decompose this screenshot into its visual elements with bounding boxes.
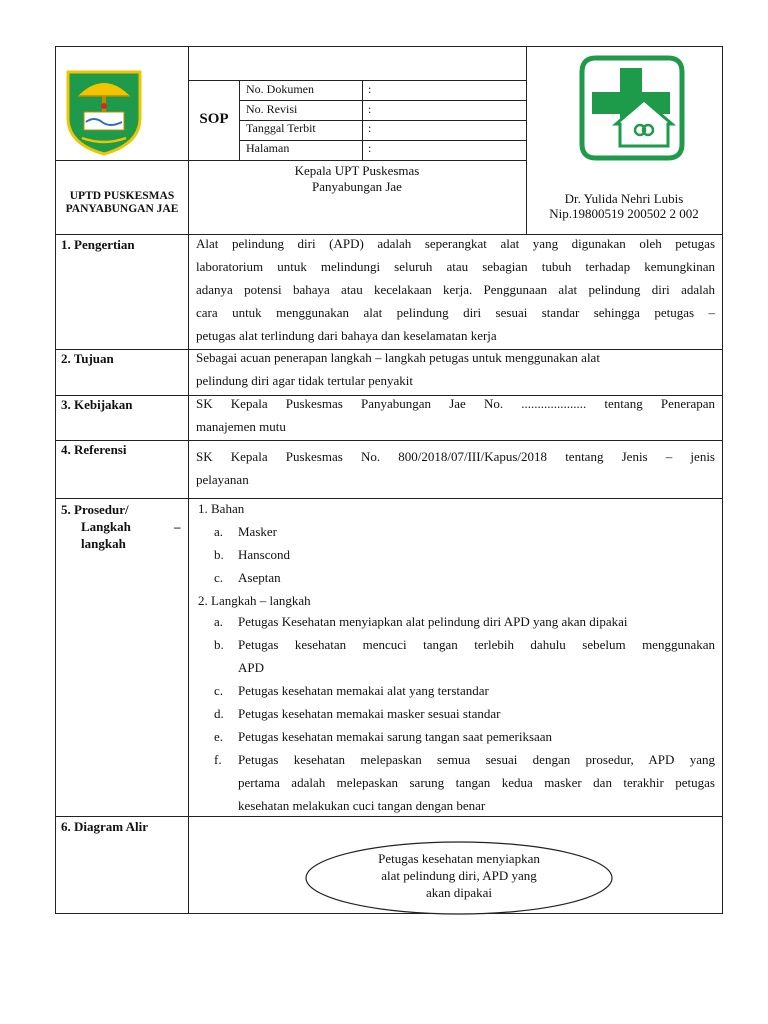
section-label-pengertian: 1. Pengertian <box>61 237 135 252</box>
list-item-mark: c. <box>214 683 224 698</box>
flow-node-text: alat pelindung diri, APD yang <box>381 868 537 883</box>
doc-field-label: Halaman <box>246 141 290 155</box>
list-item: kesehatan melakukan cuci tangan dengan benar <box>238 798 486 813</box>
head-title-line1: Kepala UPT Puskesmas <box>294 163 420 178</box>
kebijakan-line: SK Kepala Puskesmas Panyabungan Jae No. .................... tentang Penerapan <box>196 396 715 411</box>
referensi-line: SK Kepala Puskesmas No. 800/2018/07/III/Kapus/2018 tentang Jenis – jenis <box>196 449 715 464</box>
pengertian-line: cara untuk menggunakan alat pelindung diri sesuai standar sehingga petugas – <box>196 305 715 320</box>
list-item-mark: f. <box>214 752 222 767</box>
list-item: Petugas kesehatan memakai alat yang terstandar <box>238 683 489 698</box>
list-item-mark: b. <box>214 547 224 562</box>
pengertian-line: Alat pelindung diri (APD) adalah seperangkat alat yang digunakan oleh petugas <box>196 236 715 251</box>
doc-field-label: No. Dokumen <box>246 82 314 96</box>
list-item: Petugas kesehatan melepaskan semua sesuai dengan prosedur, APD yang <box>238 752 715 767</box>
section-label-tujuan: 2. Tujuan <box>61 351 114 366</box>
org-name: UPTD PUSKESMAS PANYABUNGAN JAE <box>65 190 179 215</box>
regional-emblem-icon <box>62 66 146 156</box>
list-item-mark: b. <box>214 637 224 652</box>
list-item-mark: a. <box>214 524 224 539</box>
pengertian-line: petugas alat terlindung dari bahaya dan keselamatan kerja <box>196 328 497 343</box>
section-label-kebijakan: 3. Kebijakan <box>61 397 133 412</box>
sop-label: SOP <box>199 111 229 127</box>
signer-name: Dr. Yulida Nehri Lubis <box>564 191 684 206</box>
langkah-title: 2. Langkah – langkah <box>198 593 311 608</box>
pengertian-line: adanya potensi bahaya atau kecelakaan kerja. Penggunaan alat pelindung diri adalah <box>196 282 715 297</box>
list-item: Hanscond <box>238 547 290 562</box>
referensi-line: pelayanan <box>196 472 249 487</box>
puskesmas-cross-icon <box>576 52 688 164</box>
section-label-prosedur: – <box>174 519 181 534</box>
doc-field-value: : <box>368 141 372 155</box>
list-item: Masker <box>238 524 277 539</box>
doc-field-label: Tanggal Terbit <box>246 121 316 135</box>
section-label-diagram: 6. Diagram Alir <box>61 819 149 834</box>
signer-nip: Nip.19800519 200502 2 002 <box>549 206 699 221</box>
tujuan-line: pelindung diri agar tidak tertular penyakit <box>196 373 413 388</box>
section-label-prosedur: Langkah <box>81 519 131 534</box>
doc-field-label: No. Revisi <box>246 102 298 116</box>
list-item-mark: c. <box>214 570 224 585</box>
list-item-mark: d. <box>214 706 224 721</box>
section-label-prosedur: 5. Prosedur/ <box>61 502 129 517</box>
tujuan-line: Sebagai acuan penerapan langkah – langkah petugas untuk menggunakan alat <box>196 350 600 365</box>
flow-node-text: akan dipakai <box>425 885 493 900</box>
list-item: Aseptan <box>238 570 281 585</box>
list-item: APD <box>238 660 265 675</box>
list-item: Petugas kesehatan mencuci tangan terlebih dahulu sebelum menggunakan <box>238 637 715 652</box>
kebijakan-line: manajemen mutu <box>196 419 286 434</box>
doc-field-value: : <box>368 82 372 96</box>
flow-start-node <box>304 840 614 916</box>
section-label-referensi: 4. Referensi <box>61 442 127 457</box>
head-title-line2: Panyabungan Jae <box>312 179 402 194</box>
list-item: Petugas Kesehatan menyiapkan alat pelindung diri APD yang akan dipakai <box>238 614 628 629</box>
list-item-mark: a. <box>214 614 224 629</box>
doc-field-value: : <box>368 102 372 116</box>
list-item: Petugas kesehatan memakai masker sesuai standar <box>238 706 501 721</box>
section-label-prosedur: langkah <box>81 536 126 551</box>
pengertian-line: laboratorium untuk melindungi seluruh atau sebagian tubuh terhadap kemungkinan <box>196 259 715 274</box>
list-item: pertama adalah melepaskan sarung tangan kedua masker dan terakhir petugas <box>238 775 715 790</box>
list-item: Petugas kesehatan memakai sarung tangan saat pemeriksaan <box>238 729 553 744</box>
bahan-title: 1. Bahan <box>198 501 245 516</box>
list-item-mark: e. <box>214 729 224 744</box>
flow-node-text: Petugas kesehatan menyiapkan <box>378 851 540 866</box>
doc-field-value: : <box>368 121 372 135</box>
